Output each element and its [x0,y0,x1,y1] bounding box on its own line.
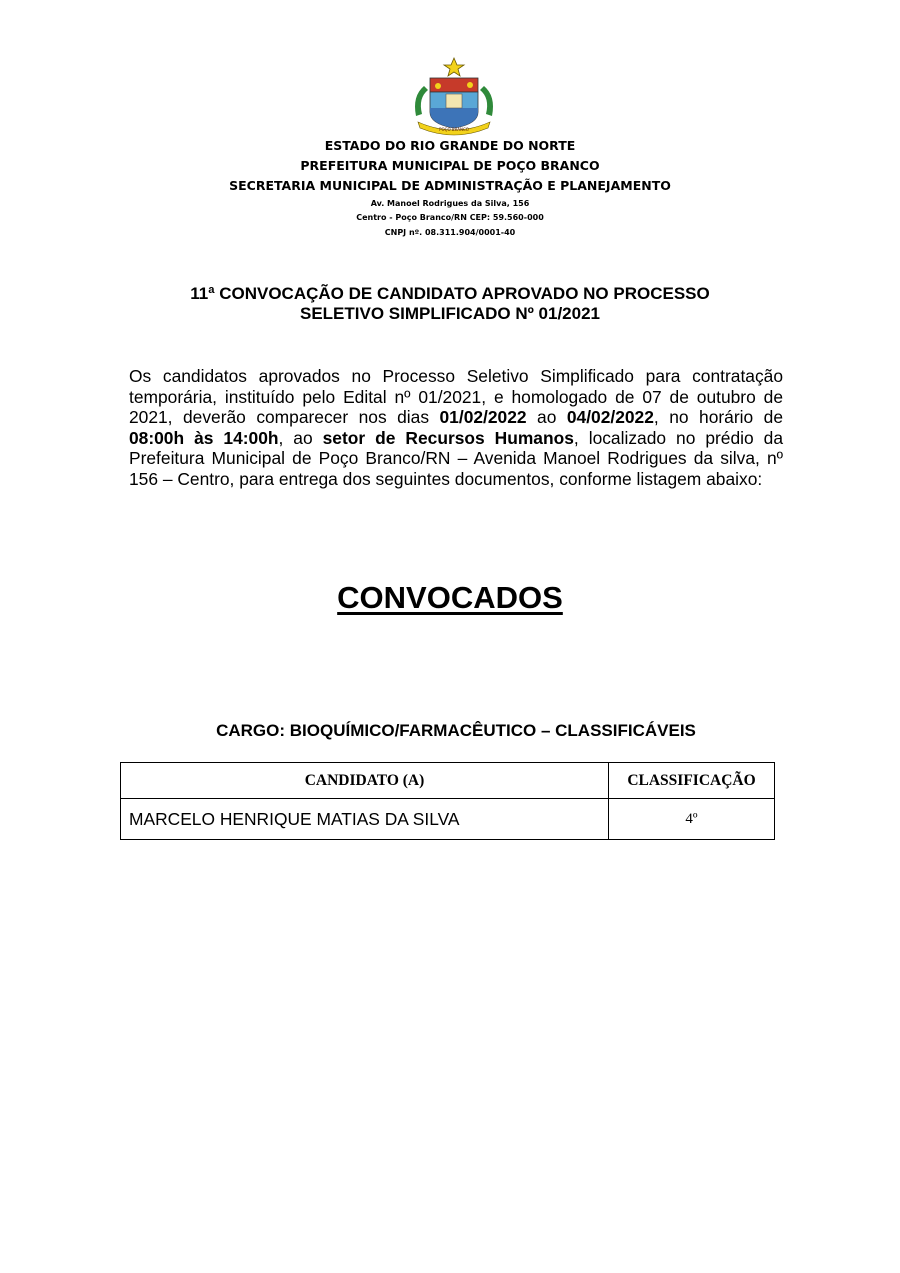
candidate-classification: 4º [609,799,775,840]
table-header-row [121,763,775,799]
header-prefecture: PREFEITURA MUNICIPAL DE POÇO BRANCO [300,158,600,173]
table-row [121,799,775,840]
body-text-3: , no horário de [653,407,783,427]
header-address: Av. Manoel Rodrigues da Silva, 156 [370,199,530,208]
column-header-classification: CLASSIFICAÇÃO [609,763,775,799]
cargo-heading: CARGO: BIOQUÍMICO/FARMACÊUTICO – CLASSIFICÁVEIS [216,721,696,740]
date-start: 01/02/2022 [439,407,527,427]
municipal-crest-icon [402,56,506,136]
hours: 08:00h às 14:00h [129,427,279,448]
candidates-table [120,762,775,840]
header-city: Centro - Poço Branco/RN CEP: 59.560-000 [356,213,544,222]
body-text-5: , localizado no prédio da Prefeitura Municipal de Poço Branco/RN – Avenida Manoel Rodrigues da silva, nº 156 – Centro, para entrega dos seguintes documentos, conforme listagem abaixo: [129,427,783,489]
body-text-2: ao [526,407,567,427]
body-text-4: , ao [278,427,323,448]
candidate-name: MARCELO HENRIQUE MATIAS DA SILVA [121,799,609,840]
header-state: ESTADO DO RIO GRANDE DO NORTE [324,138,576,153]
header-cnpj: CNPJ nº. 08.311.904/0001-40 [384,228,516,237]
crest-ribbon-text: POÇO BRANCO [439,127,469,132]
sector: setor de Recursos Humanos [322,427,574,448]
document-title-line1: 11ª CONVOCAÇÃO DE CANDIDATO APROVADO NO PROCESSO [190,284,710,303]
date-end: 04/02/2022 [566,407,654,427]
document-title-line2: SELETIVO SIMPLIFICADO Nº 01/2021 [299,304,600,323]
header-secretariat: SECRETARIA MUNICIPAL DE ADMINISTRAÇÃO E PLANEJAMENTO [229,178,671,193]
column-header-candidate: CANDIDATO (A) [121,763,609,799]
body-text-1: Os candidatos aprovados no Processo Seletivo Simplificado para contratação temporária, instituído pelo Edital nº 01/2021, e homologado de 07 de outubro de 2021, deverão comparecer nos dias [129,366,783,427]
convocados-heading: CONVOCADOS [337,580,563,615]
body-paragraph [129,366,783,489]
